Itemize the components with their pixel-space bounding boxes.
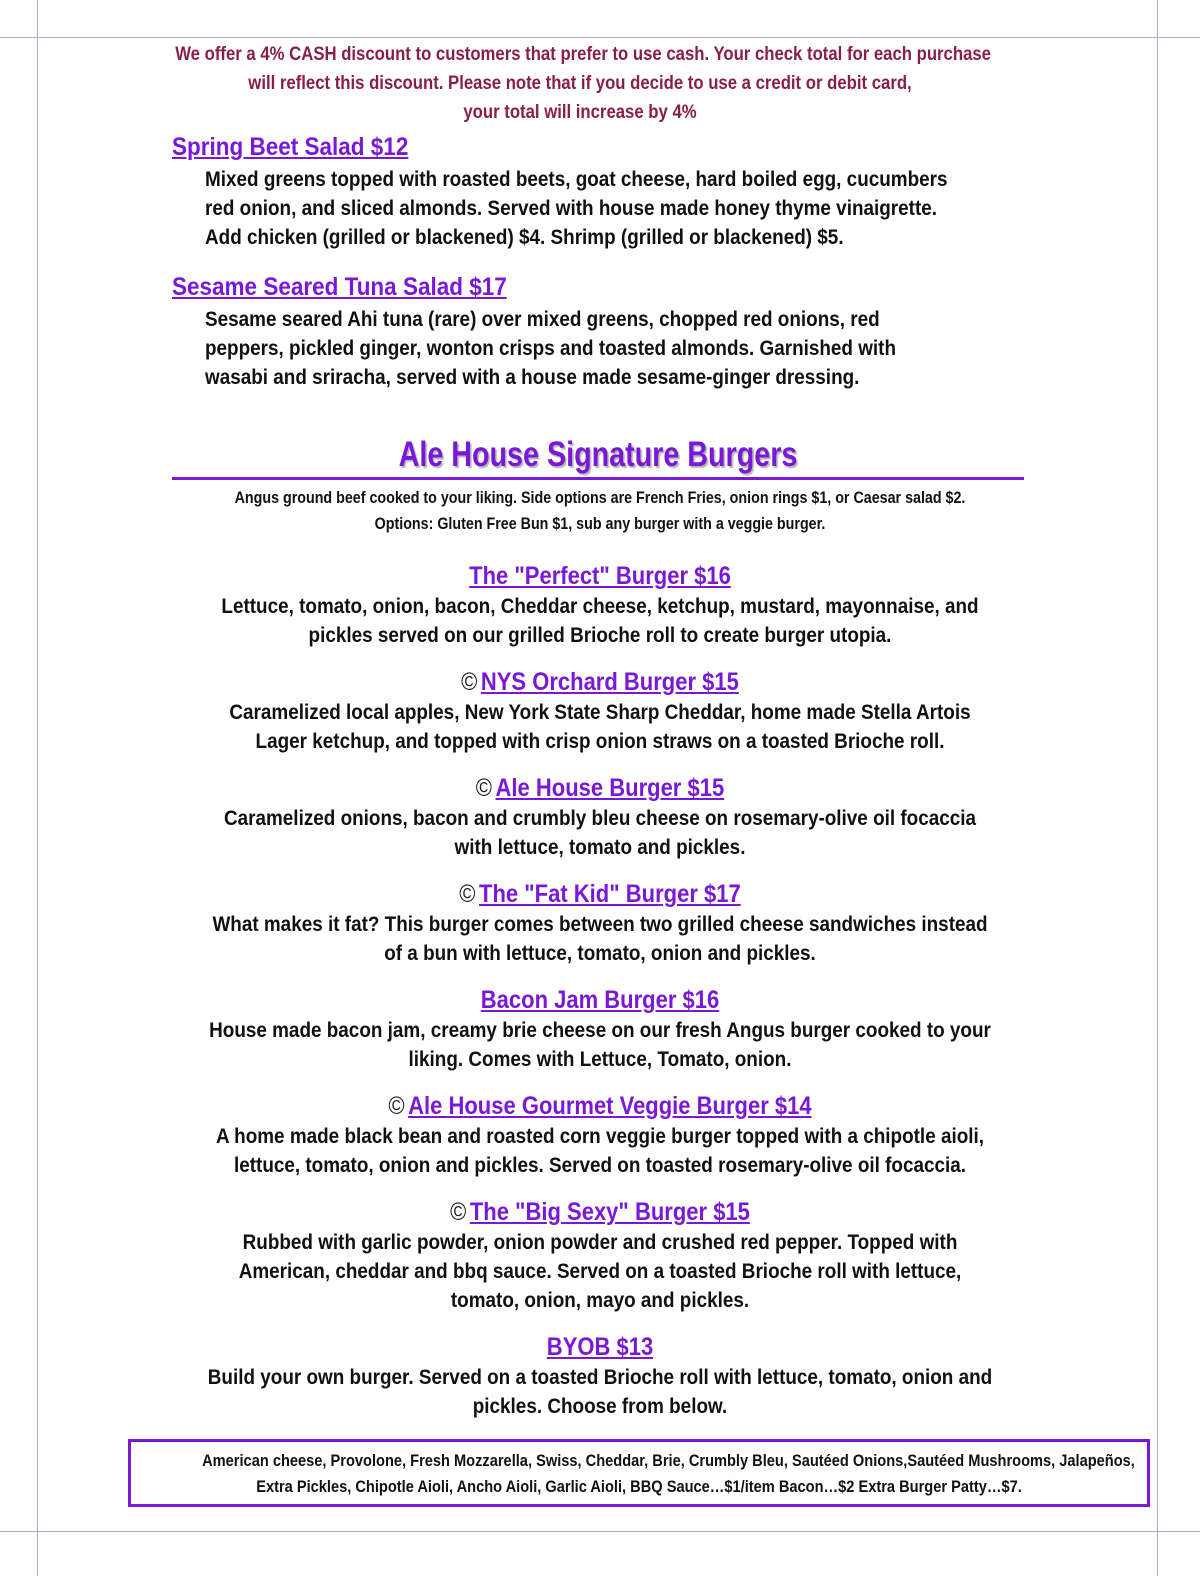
item-description: red onion, and sliced almonds. Served with house made honey thyme vinaigrette.	[205, 197, 938, 220]
menu-item-ale-house-burger	[100, 772, 1100, 862]
section-title: Ale House Signature Burgers	[398, 435, 798, 474]
item-title[interactable]: Sesame Seared Tuna Salad $17	[172, 273, 507, 301]
item-title[interactable]: Spring Beet Salad $12	[172, 133, 409, 161]
burger-list	[100, 560, 1100, 1437]
menu-item-spring-beet-salad	[172, 131, 1072, 252]
crop-mark	[37, 0, 38, 1576]
item-description: pickles. Choose from below.	[472, 1395, 728, 1418]
item-description: What makes it fat? This burger comes between two grilled cheese sandwiches instead	[212, 913, 988, 936]
burgers-intro	[222, 485, 978, 537]
item-title[interactable]: Bacon Jam Burger $16	[480, 986, 720, 1014]
intro-line: Angus ground beef cooked to your liking. Side options are French Fries, onion rings $1, or Caesar salad $2.	[234, 488, 966, 507]
item-description: American, cheddar and bbq sauce. Served on a toasted Brioche roll with lettuce,	[238, 1260, 962, 1283]
notice-line: your total will increase by 4%	[463, 102, 697, 123]
item-title[interactable]: The "Perfect" Burger $16	[469, 562, 731, 590]
item-description: Rubbed with garlic powder, onion powder and crushed red pepper. Topped with	[242, 1231, 958, 1254]
menu-item-perfect-burger	[100, 560, 1100, 650]
item-title[interactable]: Ale House Burger $15	[495, 774, 725, 802]
item-title[interactable]: Ale House Gourmet Veggie Burger $14	[408, 1092, 812, 1120]
item-description: peppers, pickled ginger, wonton crisps and toasted almonds. Garnished with	[205, 337, 897, 360]
item-description: Mixed greens topped with roasted beets, goat cheese, hard boiled egg, cucumbers	[205, 168, 948, 191]
item-title[interactable]: BYOB $13	[546, 1333, 654, 1361]
notice-line: will reflect this discount. Please note that if you decide to use a credit or debit card,	[248, 73, 912, 94]
item-description: of a bun with lettuce, tomato, onion and pickles.	[384, 942, 816, 965]
item-title[interactable]: The "Big Sexy" Burger $15	[469, 1198, 750, 1226]
menu-item-byob	[100, 1331, 1100, 1421]
notice-line: We offer a 4% CASH discount to customers that prefer to use cash. Your check total for each purchase	[175, 44, 991, 65]
cash-discount-notice	[175, 40, 991, 127]
menu-item-veggie-burger	[100, 1090, 1100, 1180]
menu-item-big-sexy-burger	[100, 1196, 1100, 1315]
item-description: Add chicken (grilled or blackened) $4. Shrimp (grilled or blackened) $5.	[205, 226, 844, 249]
menu-item-fat-kid-burger	[100, 878, 1100, 968]
item-description: Caramelized onions, bacon and crumbly bleu cheese on rosemary-olive oil focaccia	[223, 807, 977, 830]
menu-item-sesame-tuna-salad	[172, 271, 1072, 392]
toppings-box	[128, 1439, 1150, 1507]
item-description: Lager ketchup, and topped with crisp onion straws on a toasted Brioche roll.	[255, 730, 945, 753]
section-divider	[172, 477, 1024, 480]
toppings-line: Extra Pickles, Chipotle Aioli, Ancho Aioli, Garlic Aioli, BBQ Sauce…$1/item Bacon…$2 Extra Burger Patty…$7.	[256, 1477, 1022, 1496]
item-title[interactable]: The "Fat Kid" Burger $17	[479, 880, 741, 908]
copyright-icon: ©	[459, 880, 476, 908]
item-description: Sesame seared Ahi tuna (rare) over mixed greens, chopped red onions, red	[205, 308, 880, 331]
item-description: liking. Comes with Lettuce, Tomato, onion.	[408, 1048, 792, 1071]
burgers-section-header	[172, 433, 1024, 477]
item-description: lettuce, tomato, onion and pickles. Served on toasted rosemary-olive oil focaccia.	[233, 1154, 967, 1177]
crop-mark	[0, 1531, 1200, 1532]
item-description: with lettuce, tomato and pickles.	[454, 836, 746, 859]
item-description: Caramelized local apples, New York State Sharp Cheddar, home made Stella Artois	[229, 701, 971, 724]
item-description: wasabi and sriracha, served with a house made sesame-ginger dressing.	[205, 366, 860, 389]
menu-item-bacon-jam-burger	[100, 984, 1100, 1074]
crop-mark	[0, 37, 1200, 38]
item-description: A home made black bean and roasted corn veggie burger topped with a chipotle aioli,	[215, 1125, 985, 1148]
item-description: tomato, onion, mayo and pickles.	[450, 1289, 750, 1312]
item-description: Lettuce, tomato, onion, bacon, Cheddar cheese, ketchup, mustard, mayonnaise, and	[221, 595, 979, 618]
copyright-icon: ©	[450, 1198, 467, 1226]
item-title[interactable]: NYS Orchard Burger $15	[480, 668, 739, 696]
crop-mark	[1157, 0, 1158, 1576]
toppings-line: American cheese, Provolone, Fresh Mozzarella, Swiss, Cheddar, Brie, Crumbly Bleu, Sautéed Onions,Sautéed Mushrooms, Jalapeños,	[202, 1451, 1135, 1470]
copyright-icon: ©	[475, 774, 493, 802]
item-description: Build your own burger. Served on a toasted Brioche roll with lettuce, tomato, onion and	[207, 1366, 993, 1389]
item-description: pickles served on our grilled Brioche roll to create burger utopia.	[308, 624, 892, 647]
copyright-icon: ©	[461, 668, 478, 696]
item-description: House made bacon jam, creamy brie cheese on our fresh Angus burger cooked to your	[209, 1019, 991, 1042]
intro-line: Options: Gluten Free Bun $1, sub any burger with a veggie burger.	[374, 514, 826, 533]
copyright-icon: ©	[388, 1092, 405, 1120]
menu-item-nys-orchard-burger	[100, 666, 1100, 756]
